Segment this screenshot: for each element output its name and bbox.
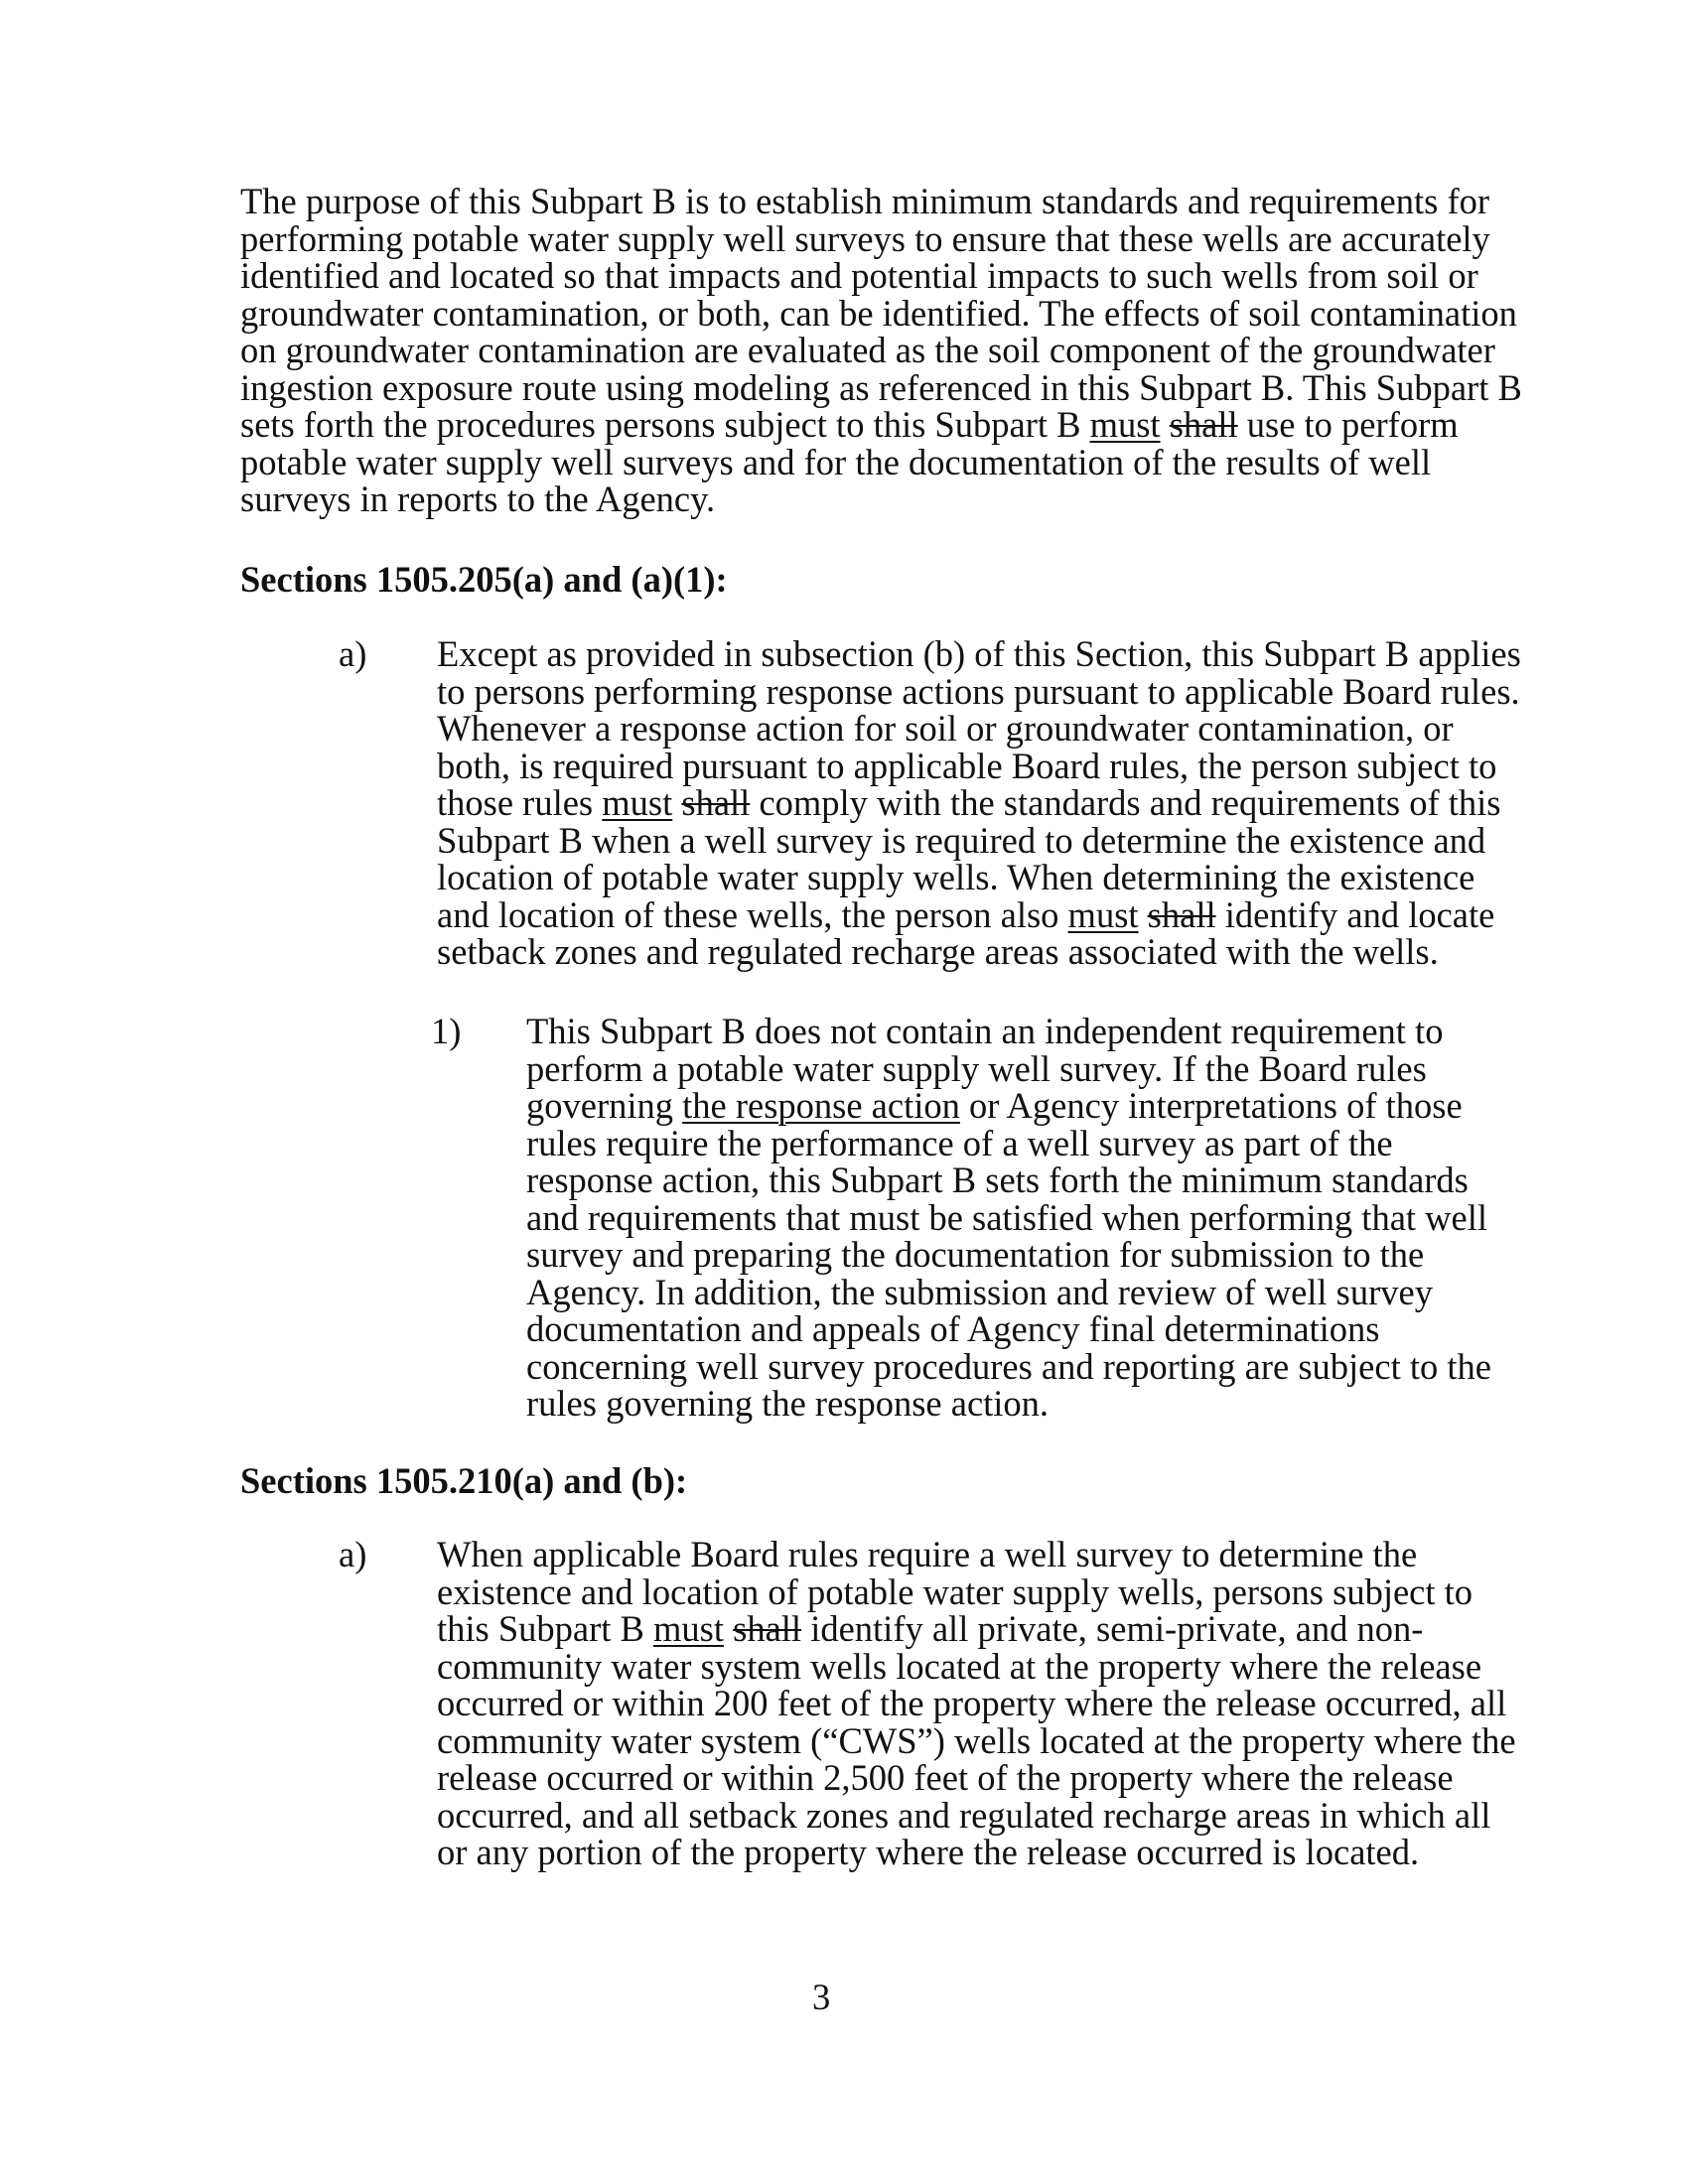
text-line [240,406,1522,444]
text-line: community water system (“CWS”) wells located at the property where the [437,1719,1516,1761]
text-line: identified and located so that impacts and potential impacts to such wells from soil or [240,255,1478,296]
inserted-text: the response action [682,1085,960,1126]
text-line: release occurred or within 2,500 feet of the property where the release [437,1757,1454,1798]
text-line: The purpose of this Subpart B is to establish minimum standards and requirements for [240,181,1490,221]
subsection-paragraph [526,1013,1491,1423]
intro-paragraph [240,183,1522,518]
deleted-text: shall [681,782,751,823]
text-line: groundwater contamination, or both, can be identified. The effects of soil contamination [240,292,1517,334]
deleted-text: shall [1147,893,1216,935]
text-line: location of potable water supply wells. When determining the existence [437,857,1475,897]
text-line: perform a potable water supply well survey. If the Board rules [526,1047,1427,1089]
text-run: sets forth the procedures persons subject to this Subpart B [240,404,1090,445]
text-run: those rules [437,782,603,823]
text-run: use to perform [1237,404,1459,445]
text-line: to persons performing response actions pursuant to applicable Board rules. [437,670,1520,712]
subsection-paragraph [437,635,1521,971]
text-line: occurred, and all setback zones and regulated recharge areas in which all [437,1794,1491,1836]
text-line: This Subpart B does not contain an independent requirement to [526,1011,1444,1051]
deleted-text: shall [1169,404,1238,445]
text-run: identify and locate [1215,893,1495,935]
inserted-text: must [602,782,673,823]
text-run: and location of these wells, the person also [437,893,1068,935]
text-line: occurred or within 200 feet of the property where the release occurred, all [437,1683,1507,1723]
text-line: documentation and appeals of Agency final determinations [526,1308,1380,1349]
text-line: survey and preparing the documentation for submission to the [526,1234,1425,1275]
text-line: and requirements that must be satisfied when performing that well [526,1196,1487,1238]
text-line: community water system wells located at the property where the release [437,1645,1482,1687]
text-line: response action, this Subpart B sets forth the minimum standards [526,1160,1469,1200]
text-line: or any portion of the property where the release occurred is located. [437,1832,1420,1872]
text-line: on groundwater contamination are evaluated as the soil component of the groundwater [240,330,1495,370]
text-line [526,1087,1491,1125]
text-line: Except as provided in subsection (b) of this Section, this Subpart B applies [437,633,1521,674]
section-heading: Sections 1505.210(a) and (b): [240,1460,688,1501]
text-run: or Agency interpretations of those [959,1085,1463,1126]
text-line: Subpart B when a well survey is required to determine the existence and [437,819,1486,861]
text-line [437,893,1521,935]
text-run: this Subpart B [437,1608,654,1649]
text-run: governing [526,1085,683,1126]
text-line [437,1610,1516,1648]
subsection-marker: a) [339,1534,367,1574]
deleted-text: shall [733,1608,802,1649]
text-line: Agency. In addition, the submission and review of well survey [526,1271,1433,1312]
text-line: ingestion exposure route using modeling as referenced in this Subpart B. This Subpart B [240,366,1522,408]
inserted-text: must [1089,404,1161,445]
subsection-paragraph [437,1536,1516,1871]
text-line: setback zones and regulated recharge areas associated with the wells. [437,931,1439,972]
text-run: identify all private, semi-private, and non- [801,1608,1424,1649]
text-line: performing potable water supply well surveys to ensure that these wells are accurately [240,217,1490,259]
text-run: comply with the standards and requirements of this [750,782,1501,823]
text-line: When applicable Board rules require a well survey to determine the [437,1534,1418,1574]
subsection-marker: 1) [431,1011,462,1051]
text-line: rules require the performance of a well survey as part of the [526,1122,1393,1163]
section-heading: Sections 1505.205(a) and (a)(1): [240,559,728,600]
page-number: 3 [812,1977,831,2017]
text-line: rules governing the response action. [526,1383,1050,1424]
inserted-text: must [1067,893,1139,935]
text-line [437,784,1521,822]
text-line: concerning well survey procedures and reporting are subject to the [526,1345,1491,1387]
text-line: Whenever a response action for soil or groundwater contamination, or [437,708,1454,749]
text-line: potable water supply well surveys and for the documentation of the results of well [240,441,1432,482]
text-line: existence and location of potable water supply wells, persons subject to [437,1570,1474,1612]
inserted-text: must [653,1608,725,1649]
text-line: surveys in reports to the Agency. [240,478,716,519]
text-line: both, is required pursuant to applicable Board rules, the person subject to [437,745,1497,786]
subsection-marker: a) [339,633,367,674]
